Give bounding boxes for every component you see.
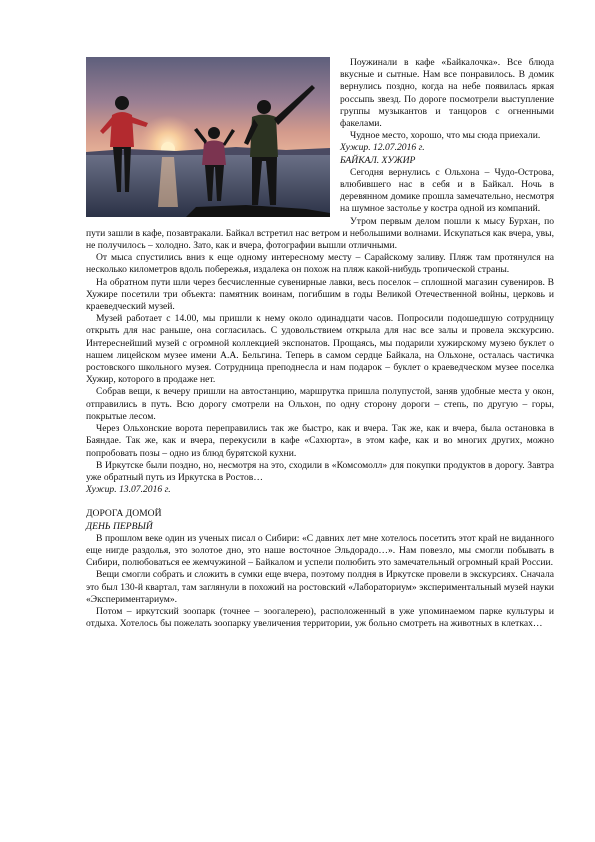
signature-date: Хужир. 13.07.2016 г. — [86, 484, 171, 496]
paragraph: В прошлом веке один из ученых писал о Сибири: «С давних лет мне хотелось посетить этот край не виданного еще нигде раздолья, это золотое дно, это наше восточное Эльдорадо…». Нам повезло, мы смогли побывать в Сибири, полюбоваться ее жемчужиной – Байкалом и успели полюбить это замечательный огромный край России. — [86, 532, 554, 569]
section-heading: БАЙКАЛ. ХУЖИР — [340, 154, 416, 166]
paragraph: Сегодня вернулись с Ольхона – Чудо-Острова, влюбившего нас в себя и в Байкал. Ночь в деревянном домике прошла замечательно, несмотря на шумное застолье у костра одной из компаний. — [340, 166, 554, 215]
signature-date: Хужир. 12.07.2016 г. — [340, 142, 425, 154]
paragraph: На обратном пути шли через бесчисленные сувенирные лавки, весь поселок – сплошной магазин сувениров. В Хужире посетили три объекта: памятник воинам, погибшим в годы Великой Отечественной войны, церковь и краеведческий музей. — [86, 276, 554, 313]
paragraph: От мыса спустились вниз к еще одному интересному месту – Сарайскому заливу. Пляж там протянулся на несколько километров вдоль побережья, издалека он похож на пляж какой-нибудь тропической страны. — [86, 252, 554, 276]
paragraph: Собрав вещи, к вечеру пришли на автостанцию, маршрутка пришла полупустой, заняв удобные места у окон, отправились в путь. Всю дорогу смотрели на Ольхон, по одну сторону дороги – степь, по другую – горы, покрытые лесом. — [86, 386, 554, 422]
paragraph: Вещи смогли собрать и сложить в сумки еще вчера, поэтому полдня в Иркутске провели в экскурсиях. Сначала это был 130-й квартал, там заглянули в похожий на ростовский «Лабораториум» экспериментальный музей науки «Экспериментариум». — [86, 569, 554, 605]
document-page — [86, 57, 554, 630]
paragraph: Чудное место, хорошо, что мы сюда приехали. — [350, 130, 541, 142]
section-heading: ДОРОГА ДОМОЙ — [86, 508, 162, 520]
paragraph: Потом – иркутский зоопарк (точнее – зоогалерею), расположенный в уже упоминаемом парке культуры и отдыха. Хотелось бы пожелать зоопарку увеличения территории, уж больно смотреть на животных в клетках… — [86, 605, 554, 630]
paragraph: Утром первым делом пошли к мысу Бурхан, по пути зашли в кафе, позавтракали. Байкал встретил нас ветром и небольшими волнами. Искупаться как вчера, увы, не получилось – холодно. Зато, как и вчера, фотографии вышли отличными. — [86, 215, 554, 252]
paragraph: В Иркутске были поздно, но, несмотря на это, сходили в «Комсомолл» для покупки продуктов в дорогу. Завтра уже обратный путь из Иркутска в Ростов… — [86, 459, 554, 483]
paragraph: Через Ольхонские ворота переправились так же быстро, как и вчера. Так же, как и вчера, была остановка в Баяндае. Так же, как и вчера, перекусили в кафе «Сахюрта», в этом кафе, как и во многих других, можно попробовать позы – одно из блюд бурятской кухни. — [86, 423, 554, 459]
sunset-photo — [86, 57, 330, 217]
section-subheading: ДЕНЬ ПЕРВЫЙ — [86, 520, 153, 532]
paragraph: Музей работает с 14.00, мы пришли к нему около одинадцати часов. Попросили подошедшую сотрудницу открыть для нас раньше, она согласилась. С удовольствием открыла для нас все залы и провела экскурсию. Интереснейший музей с огромной коллекцией экспонатов. Прощаясь, мы подарили хужирскому музею буклет о нашем лицейском музее имени А.А. Бельгина. Теперь в самом сердце Байкала, на Ольхоне, осталась частичка ростовского школьного музея. Сотрудница преподнесла и нам подарок – буклет о краеведческом музее поселка Хужир, которого в продаже нет. — [86, 313, 554, 386]
paragraph: Поужинали в кафе «Байкалочка». Все блюда вкусные и сытные. Нам все понравилось. В домик вернулись поздно, когда на небе появилась яркая россыпь звезд. По дороге посмотрели выступление группы музыкантов и танцоров с огненными факелами. — [340, 57, 554, 130]
